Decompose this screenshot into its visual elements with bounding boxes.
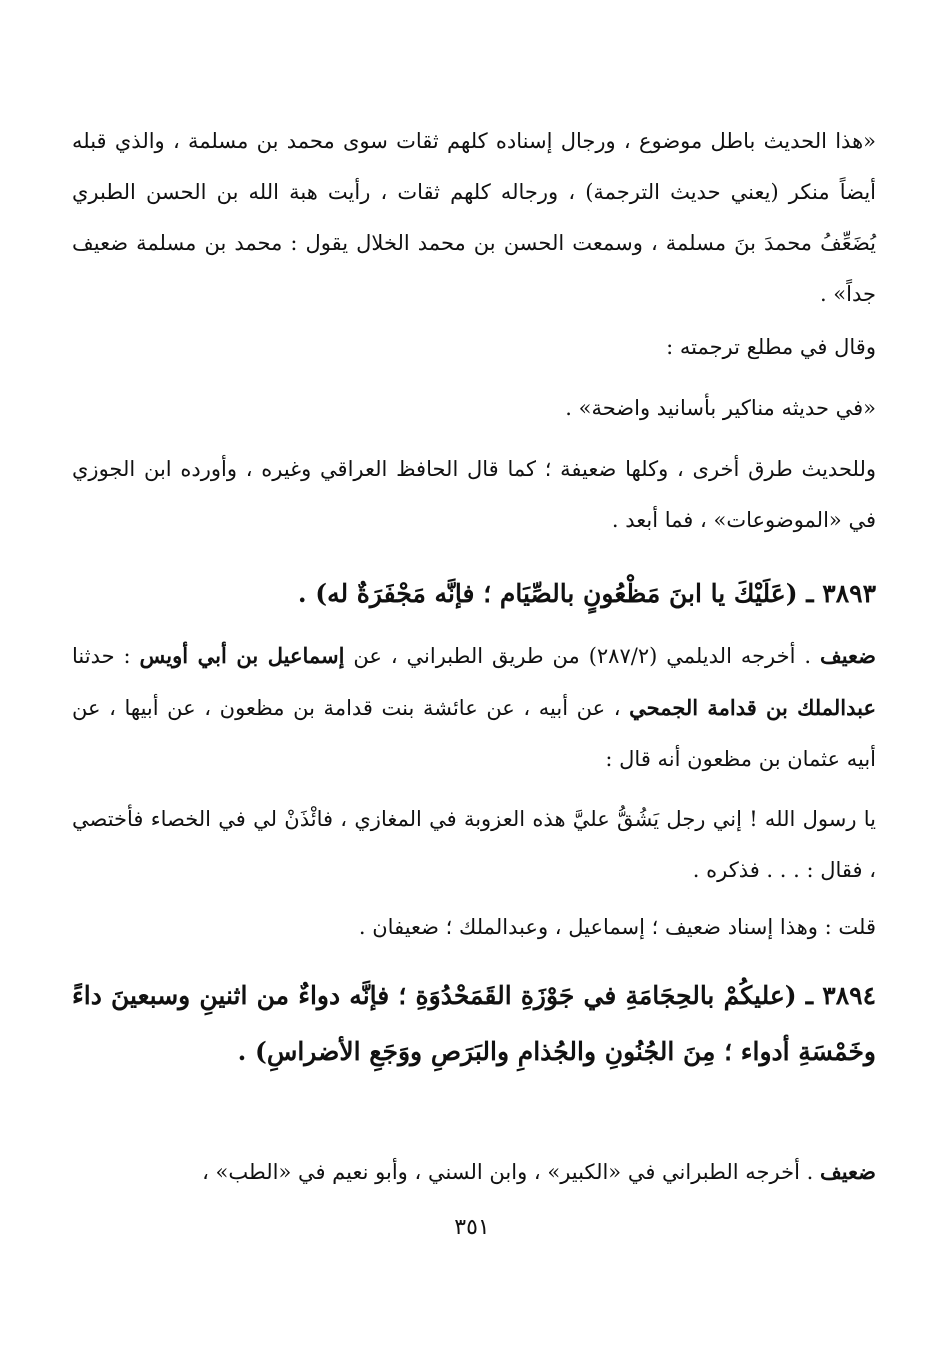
narrator-name: إسماعيل بن أبي أويس <box>139 643 345 668</box>
heading-text: ٣٨٩٤ ـ (عليكُمْ بالحِجَامَةِ في جَوْزَةِ القَمَحْدُوَةِ ؛ فإنَّه دواءٌ من اثنينِ وسبعينَ داءً وخَمْسَةِ أدواء ؛ مِنَ الجُنُونِ والجُذامِ والبَرَصِ ووَجَعِ الأضراسِ) . <box>72 981 876 1066</box>
hadith-heading-3893 <box>72 566 876 622</box>
paragraph-text: : حدثنا <box>72 644 140 668</box>
paragraph-text: «في حديثه مناكير بأسانيد واضحة» . <box>565 396 876 420</box>
page-number: ٣٥١ <box>454 1215 490 1240</box>
paragraph-text: «هذا الحديث باطل موضوع ، ورجال إسناده كلهم ثقات سوى محمد بن مسلمة ، والذي قبله أيضاً منكر (يعني حديث الترجمة) ، ورجاله كلهم ثقات ، رأيت هبة الله بن الحسن الطبري يُضَعِّفُ محمدَ بنَ مسلمة ، وسمعت الحسن بن محمد الخلال يقول : محمد بن مسلمة ضعيف جداً» . <box>72 129 876 306</box>
paragraph-text: . أخرجه الطبراني في «الكبير» ، وابن السني ، وأبو نعيم في «الطب» ، <box>202 1160 820 1184</box>
paragraph-text: يا رسول الله ! إني رجل يَشُقُّ عليَّ هذه العزوبة في المغازي ، فائْذَنْ لي في الخصاء فأختصي ، فقال : . . . فذكره . <box>72 807 876 882</box>
paragraph-quote-2 <box>72 383 876 434</box>
hadith-heading-3894 <box>72 968 876 1080</box>
paragraph-text: قلت : وهذا إسناد ضعيف ؛ إسماعيل ، وعبدالملك ؛ ضعيفان . <box>358 915 876 939</box>
narrator-name: عبدالملك بن قدامة الجمحي <box>629 695 876 720</box>
paragraph-takhrij-3894 <box>72 1146 876 1198</box>
paragraph-narration <box>72 794 876 896</box>
paragraph-text: . أخرجه الديلمي (٢٨٧/٢) من طريق الطبراني ، عن <box>344 644 820 668</box>
paragraph-verdict <box>72 902 876 953</box>
paragraph-note <box>72 444 876 546</box>
paragraph-text: ، عن أبيه ، عن عائشة بنت قدامة بن مظعون ، عن أبيها ، عن أبيه عثمان بن مظعون أنه قال : <box>72 696 876 771</box>
paragraph-intro <box>72 322 876 373</box>
heading-text: ٣٨٩٣ ـ (عَلَيْكَ يا ابنَ مَظْعُونٍ بالصِّيَام ؛ فإنَّه مَجْفَرَةٌ له) . <box>297 579 876 608</box>
paragraph-text: وقال في مطلع ترجمته : <box>666 335 876 359</box>
paragraph-takhrij-3893 <box>72 630 876 785</box>
paragraph-text: وللحديث طرق أخرى ، وكلها ضعيفة ؛ كما قال الحافظ العراقي وغيره ، وأورده ابن الجوزي في «الموضوعات» ، فما أبعد . <box>72 457 876 532</box>
paragraph-quote-1 <box>72 116 876 320</box>
grading-label: ضعيف <box>819 643 877 668</box>
grading-label: ضعيف <box>819 1159 876 1184</box>
